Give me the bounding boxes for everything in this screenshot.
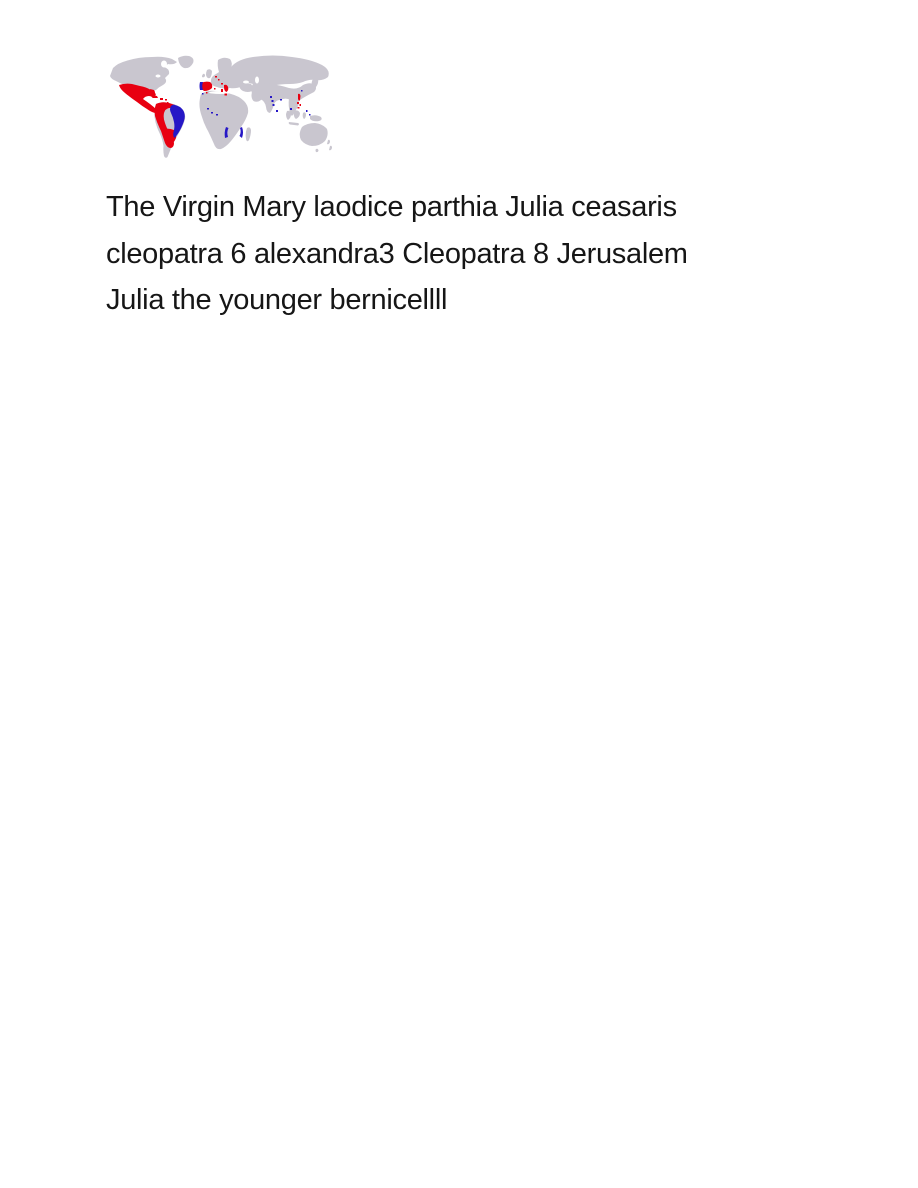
map-land-regions [110, 56, 332, 158]
caption-line-2: cleopatra 6 alexandra3 Cleopatra 8 Jerusalem [106, 237, 688, 270]
caption-text-block [106, 184, 826, 324]
caption-line-1: The Virgin Mary laodice parthia Julia ceasaris [106, 191, 677, 223]
world-map-image [108, 54, 336, 164]
caption-line-3: Julia the younger bernicellll [106, 284, 448, 316]
